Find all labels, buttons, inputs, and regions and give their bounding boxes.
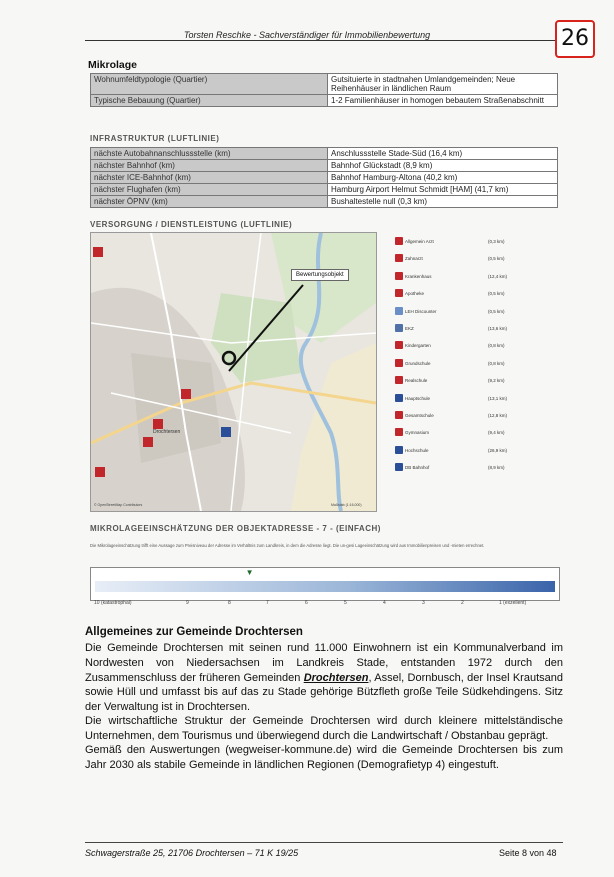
poi-name: LEH Discounter	[405, 308, 437, 314]
einschaetzung-title: MIKROLAGEEINSCHÄTZUNG DER OBJEKTADRESSE - 7 - (EINFACH)	[90, 524, 381, 533]
scale-label: 4	[383, 600, 386, 606]
table-row	[91, 74, 558, 95]
list-item	[395, 339, 560, 356]
infrastruktur-title: INFRASTRUKTUR (LUFTLINIE)	[90, 134, 220, 143]
poi-distance: (8,9 km)	[488, 465, 505, 471]
table-key: Typische Bebauung (Quartier)	[91, 95, 328, 107]
poi-distance: (13,6 km)	[488, 325, 508, 331]
footer-page-number: Seite 8 von 48	[499, 848, 557, 858]
list-item	[395, 409, 560, 426]
table-key: Wohnumfeldtypologie (Quartier)	[91, 74, 328, 95]
poi-name: Gymnasium	[405, 430, 430, 436]
paragraph-text: Die Gemeinde Drochtersen mit seinen rund 11.000 Einwohnern ist ein Kommunalverband im Nordwesten von Niedersachsen im Landkreis Stade, entstanden 1972 durch den Zusammenschluss der früheren Gemeinden	[85, 642, 563, 684]
scale-label: 10 (katastrophal)	[94, 600, 132, 606]
infrastruktur-table	[90, 147, 558, 208]
gemeinde-paragraph-1	[85, 641, 563, 715]
list-item	[395, 461, 560, 478]
poi-name: Zahnarzt	[405, 256, 423, 262]
table-value: 1-2 Familienhäuser in homogen bebautem Straßenabschnitt	[328, 95, 558, 107]
table-row	[91, 160, 558, 172]
poi-marker-icon	[395, 359, 403, 367]
paragraph-text: , Assel, Dornbusch, der Insel Krautsand sowie Hüll und umfasst bis auf das zu Stade gehörige Bützfleth große Teile Südkehdingens. Sitz der Verwaltung ist in Drochtersen.	[85, 671, 563, 714]
map-label: Bewertungsobjekt	[291, 269, 349, 281]
table-value: Bushaltestelle null (0,3 km)	[328, 196, 558, 208]
table-value: Bahnhof Glückstadt (8,9 km)	[328, 160, 558, 172]
poi-distance: (0,3 km)	[488, 239, 505, 244]
gemeinde-paragraph-2: Die wirtschaftliche Struktur der Gemeinde Drochtersen wird durch kleinere mittelständische Unternehmen, dem Tourismus und überwiegend durch die Landwirtschaft / Obstanbau geprägt.	[85, 715, 563, 742]
poi-name: Krankenhaus	[405, 273, 432, 279]
table-row	[91, 148, 558, 160]
list-item	[395, 305, 560, 322]
mikrolage-title: Mikrolage	[88, 59, 138, 71]
poi-distance: (13,1 km)	[488, 395, 508, 401]
map-town-label: Drochtersen	[153, 429, 181, 435]
gemeinde-title: Allgemeines zur Gemeinde Drochtersen	[85, 626, 303, 638]
rating-gradient-bar	[95, 581, 555, 592]
poi-marker-icon	[395, 289, 403, 297]
map-scale: Maßstab (1:16.000)	[331, 503, 362, 507]
rating-scale-labels	[94, 600, 554, 608]
poi-name: Apotheke	[405, 291, 425, 297]
scale-label: 9	[186, 600, 189, 606]
table-row	[91, 184, 558, 196]
location-map[interactable]	[90, 232, 377, 512]
table-row	[91, 196, 558, 208]
poi-name: Grundschule	[405, 360, 431, 366]
poi-distance: (0,8 km)	[488, 360, 505, 366]
poi-marker-icon	[395, 272, 403, 280]
poi-marker-icon	[395, 254, 403, 262]
poi-distance: (12,4 km)	[488, 273, 508, 279]
scale-label: 6	[305, 600, 308, 606]
scale-label: 8	[228, 600, 231, 606]
poi-name: EKZ	[405, 325, 414, 331]
scale-label: 1 (exzellent)	[499, 600, 527, 606]
poi-distance: (0,5 km)	[488, 291, 505, 297]
list-item	[395, 426, 560, 443]
poi-name: Allgemein Arzt	[405, 239, 434, 244]
drochtersen-link[interactable]: Drochtersen	[303, 671, 369, 684]
list-item	[395, 252, 560, 269]
poi-distance: (9,4 km)	[488, 430, 505, 436]
poi-name: Hauptschule	[405, 395, 431, 401]
poi-marker-icon	[395, 307, 403, 315]
rating-scale	[90, 567, 560, 601]
scale-label: 7	[266, 600, 269, 606]
list-item	[395, 287, 560, 304]
poi-marker-icon	[395, 463, 403, 471]
table-value: Bahnhof Hamburg-Altona (40,2 km)	[328, 172, 558, 184]
poi-name: Kindergarten	[405, 343, 431, 349]
table-key: nächster ÖPNV (km)	[91, 196, 328, 208]
table-key: nächster Flughafen (km)	[91, 184, 328, 196]
poi-marker-icon	[395, 411, 403, 419]
table-key: nächster Bahnhof (km)	[91, 160, 328, 172]
table-value: Anschlussstelle Stade-Süd (16,4 km)	[328, 148, 558, 160]
footer-divider	[85, 842, 563, 843]
poi-marker-icon	[395, 237, 403, 245]
list-item	[395, 235, 560, 252]
table-value: Hamburg Airport Helmut Schmidt [HAM] (41,7 km)	[328, 184, 558, 196]
table-row	[91, 172, 558, 184]
poi-marker-icon	[395, 341, 403, 349]
poi-distance: (0,8 km)	[488, 343, 505, 349]
einschaetzung-note: Die Mikrolageeinschätzung trifft eine Aussage zum Preisniveau der Adresse im Verhältnis zum Landkreis, in dem die Adresse liegt. Die un-gesi Lageeinschätzung wird aus Immobilienpreisen und -mieten errechnet.	[90, 543, 485, 548]
list-item	[395, 270, 560, 287]
scale-label: 3	[422, 600, 425, 606]
poi-distance: (0,5 km)	[488, 256, 505, 262]
list-item	[395, 357, 560, 374]
footer-address: Schwagerstraße 25, 21706 Drochtersen – 71 K 19/25	[85, 848, 299, 858]
table-row	[91, 95, 558, 107]
map-credit: © OpenStreetMap Contributors	[94, 503, 143, 507]
poi-marker-icon	[395, 394, 403, 402]
poi-distance: (0,5 km)	[488, 308, 505, 314]
poi-distance: (12,8 km)	[488, 412, 508, 418]
header-divider	[85, 40, 555, 41]
poi-name: Gesamtschule	[405, 412, 434, 418]
page-badge: 26	[555, 20, 595, 58]
table-key: nächster ICE-Bahnhof (km)	[91, 172, 328, 184]
poi-distance: (9,2 km)	[488, 378, 505, 384]
table-key: nächste Autobahnanschlussstelle (km)	[91, 148, 328, 160]
scale-label: 5	[344, 600, 347, 606]
header-title: Torsten Reschke - Sachverständiger für Immobilienbewertung	[183, 30, 431, 40]
poi-marker-icon	[395, 446, 403, 454]
list-item	[395, 322, 560, 339]
rating-marker-icon: ▼	[245, 568, 254, 577]
poi-legend	[395, 235, 560, 478]
list-item	[395, 374, 560, 391]
poi-distance: (26,9 km)	[488, 447, 508, 453]
mikrolage-table	[90, 73, 558, 107]
table-value: Gutsituierte in stadtnahen Umlandgemeinden; Neue Reihenhäuser in ländlichen Raum	[328, 74, 558, 95]
scale-label: 2	[461, 600, 464, 606]
gemeinde-paragraph-3: Gemäß den Auswertungen (wegweiser-kommune.de) wird die Gemeinde Drochtersen bis zum Jahr 2030 als stabile Gemeinde in ländlichen Regionen (Demografietyp 4) eingestuft.	[85, 744, 563, 771]
poi-marker-icon	[395, 376, 403, 384]
poi-name: DB Bahnhof	[405, 465, 430, 471]
versorgung-title: VERSORGUNG / DIENSTLEISTUNG (LUFTLINIE)	[90, 220, 293, 229]
poi-marker-icon	[395, 428, 403, 436]
poi-name: Realschule	[405, 378, 428, 384]
poi-name: Hochschule	[405, 447, 429, 453]
list-item	[395, 392, 560, 409]
poi-marker-icon	[395, 324, 403, 332]
list-item	[395, 444, 560, 461]
